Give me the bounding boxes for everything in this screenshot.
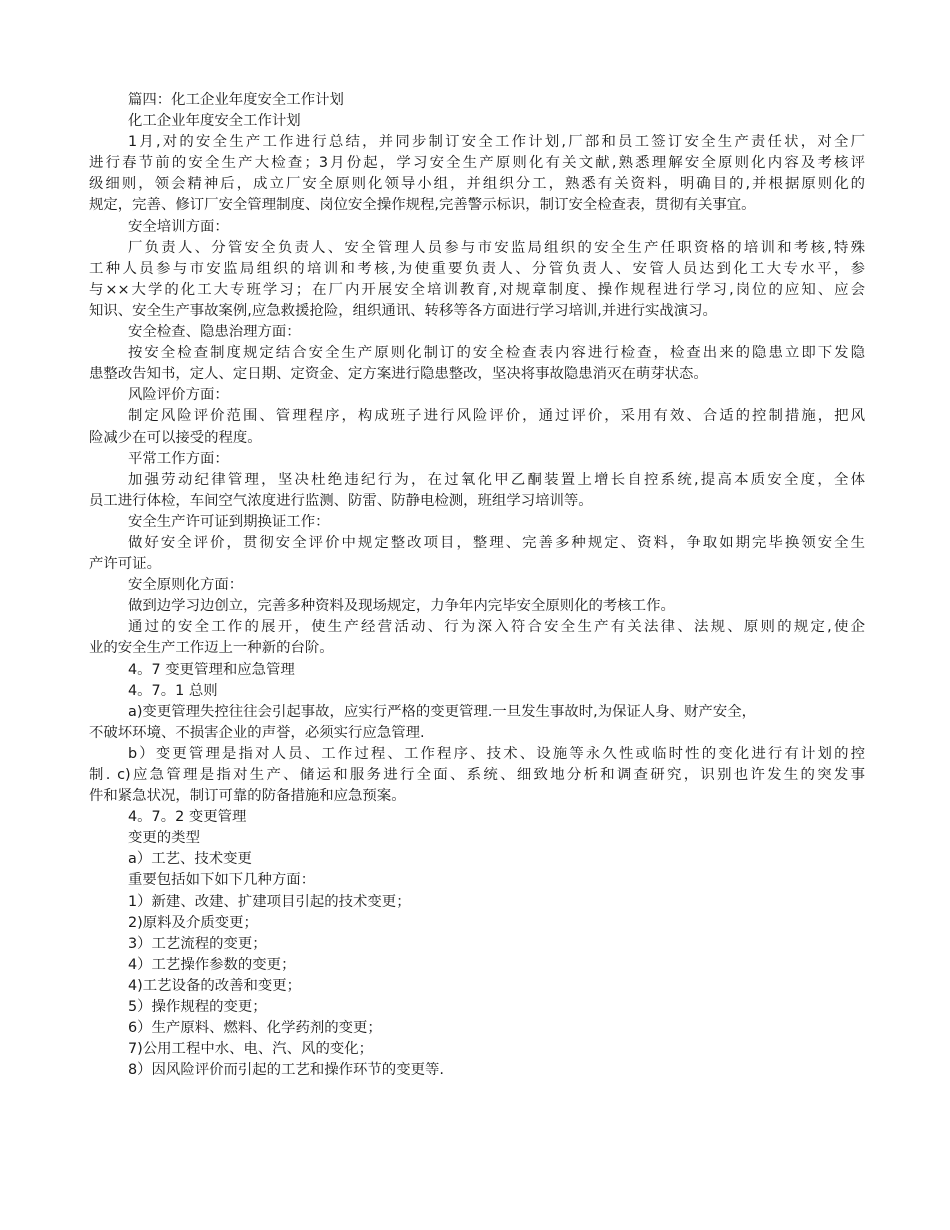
text-line: 加强劳动纪律管理，坚决杜绝违纪行为，在过氧化甲乙酮装置上增长自控系统,提高本质安全度，全体 [128, 471, 865, 488]
text-line: 篇四：化工企业年度安全工作计划 [128, 92, 344, 108]
text-line: 风险评价方面： [128, 387, 229, 404]
text-line: 级细则，领会精神后，成立厂安全原则化领导小组，并组织分工，熟悉有关资料，明确目的,并根据原则化的 [89, 176, 865, 193]
text-line: 通过的安全工作的展开，使生产经营活动、行为深入符合安全生产有关法律、法规、原则的规定,使企 [128, 619, 865, 636]
text-line: 与××大学的化工大专班学习；在厂内开展安全培训教育,对规章制度、操作规程进行学习,岗位的应知、应会 [89, 281, 865, 298]
text-line: 业的安全生产工作迈上一种新的台阶。 [89, 640, 334, 657]
text-line: 平常工作方面： [128, 450, 229, 467]
text-line: 变更的类型 [128, 830, 200, 847]
text-line: 件和紧急状况，制订可靠的防备措施和应急预案。 [89, 788, 406, 805]
text-line: 4。7。1 总则 [128, 682, 218, 699]
text-line: 3）工艺流程的变更； [128, 935, 267, 952]
text-line: 安全生产许可证到期换证工作： [128, 513, 330, 530]
text-line: 制. c)应急管理是指对生产、储运和服务进行全面、系统、细致地分析和调查研究，识别也许发生的突发事 [89, 767, 865, 783]
text-line: 制定风险评价范围、管理程序，构成班子进行风险评价，通过评价，采用有效、合适的控制措施，把风 [128, 408, 865, 425]
text-line: 险减少在可以接受的程度。 [89, 429, 262, 446]
text-line: 4）工艺操作参数的变更； [128, 956, 296, 973]
text-line: 重要包括如下如下几种方面： [128, 872, 316, 889]
text-line: 安全检查、隐患治理方面： [128, 324, 301, 341]
text-line: 工种人员参与市安监局组织的培训和考核,为使重要负责人、分管负责人、安管人员达到化工大专水平，参 [89, 260, 865, 277]
text-line: 1月,对的安全生产工作进行总结，并同步制订安全工作计划,厂部和员工签订安全生产责任状，对全厂 [128, 134, 865, 151]
text-line: 规定，完善、修订厂安全管理制度、岗位安全操作规程,完善警示标识，制订安全检查表，贯彻有关事宜。 [89, 197, 756, 214]
text-line: 6）生产原料、燃料、化学药剂的变更； [128, 1020, 382, 1037]
document-body [89, 90, 865, 1081]
text-line: 化工企业年度安全工作计划 [128, 113, 301, 130]
text-line: 做到边学习边创立，完善多种资料及现场规定，力争年内完毕安全原则化的考核工作。 [128, 598, 675, 615]
text-line: 厂负责人、分管安全负责人、安全管理人员参与市安监局组织的安全生产任职资格的培训和考核,特殊 [128, 239, 865, 256]
text-line: 4。7 变更管理和应急管理 [128, 661, 295, 678]
text-line: 安全原则化方面： [128, 577, 244, 594]
text-line: 知识、安全生产事故案例,应急救援抢险，组织通讯、转移等各方面进行学习培训,并进行实战演习。 [89, 302, 717, 319]
text-line: 员工进行体检，车间空气浓度进行监测、防雷、防静电检测，班组学习培训等。 [89, 492, 593, 509]
text-line: 2)原料及介质变更； [128, 914, 258, 931]
text-line: 安全培训方面： [128, 218, 229, 235]
text-line: 产许可证。 [89, 556, 161, 573]
text-line: 进行春节前的安全生产大检查；3月份起，学习安全生产原则化有关文献,熟悉理解安全原则化内容及考核评 [89, 155, 865, 172]
text-line: b）变更管理是指对人员、工作过程、工作程序、技术、设施等永久性或临时性的变化进行有计划的控 [128, 745, 865, 762]
text-line: 4。7。2 变更管理 [128, 809, 247, 826]
text-line: 做好安全评价，贯彻安全评价中规定整改项目，整理、完善多种规定、资料，争取如期完毕换领安全生 [128, 534, 865, 551]
text-line: 7)公用工程中水、电、汽、风的变化； [128, 1041, 374, 1058]
text-line: a)变更管理失控往往会引起事故，应实行严格的变更管理.一旦发生事故时,为保证人身、财产安全， [128, 703, 756, 720]
text-line: 不破坏环境、不损害企业的声誉，必须实行应急管理. [89, 724, 425, 741]
text-line: 1）新建、改建、扩建项目引起的技术变更； [128, 893, 411, 910]
text-line: 5）操作规程的变更； [128, 999, 267, 1016]
text-line: 8）因风险评价而引起的工艺和操作环节的变更等. [128, 1062, 444, 1079]
text-line: 4)工艺设备的改善和变更； [128, 977, 302, 994]
text-line: 患整改告知书，定人、定日期、定资金、定方案进行隐患整改，坚决将事故隐患消灭在萌芽状态。 [89, 366, 708, 383]
text-line: 按安全检查制度规定结合安全生产原则化制订的安全检查表内容进行检查，检查出来的隐患立即下发隐 [128, 345, 865, 362]
text-line: a）工艺、技术变更 [128, 851, 252, 868]
